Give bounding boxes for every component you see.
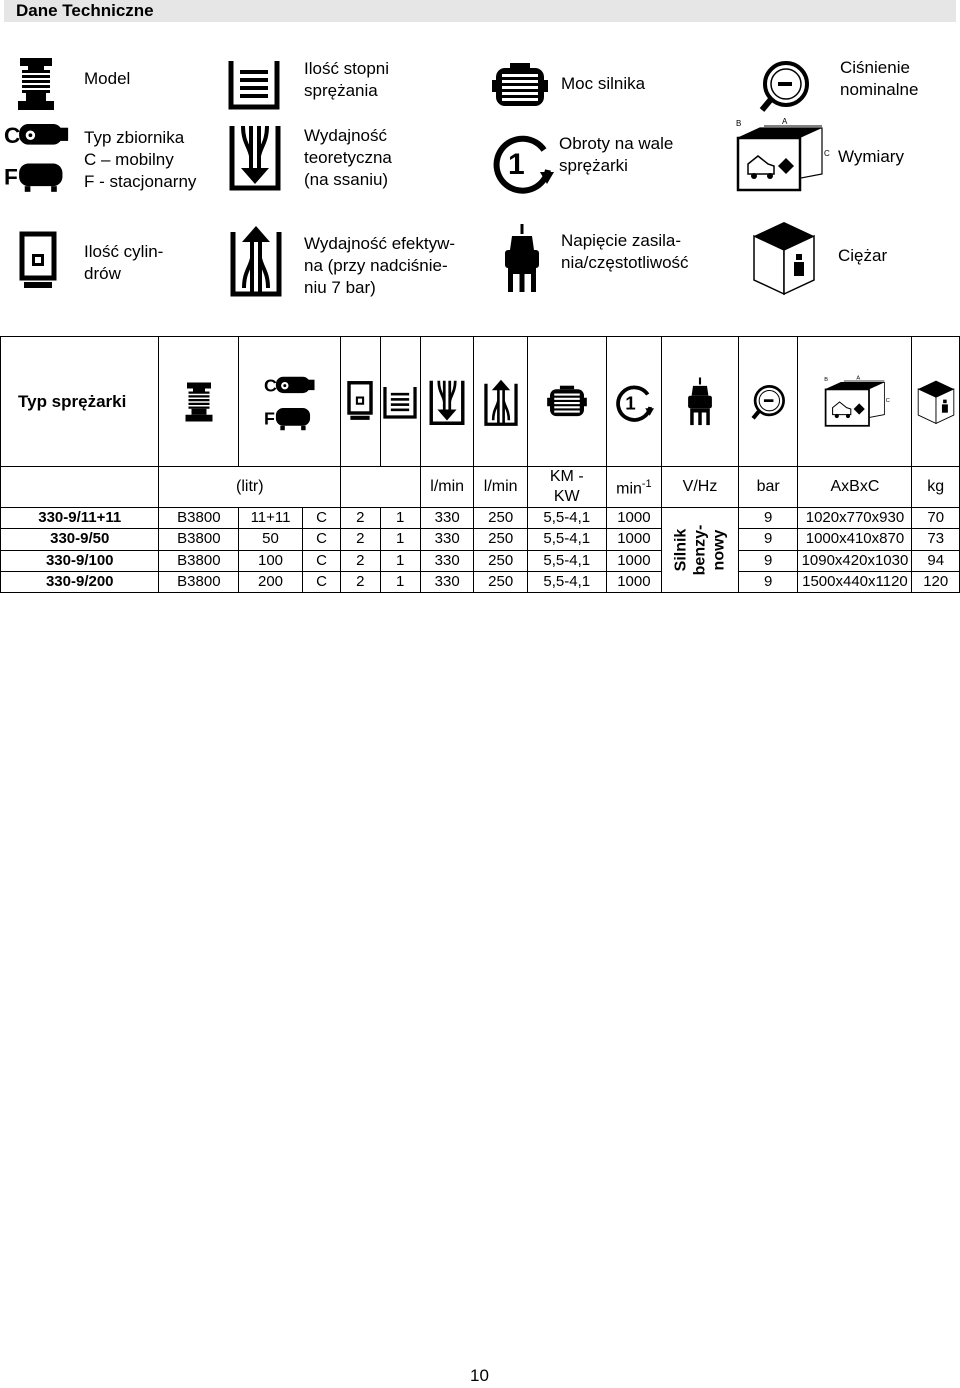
- tank-type-icon: [4, 118, 70, 194]
- cell-power: 5,5-4,1: [527, 508, 606, 529]
- motor-icon: [492, 62, 548, 110]
- effective-output-icon: [230, 222, 282, 298]
- cell-speed: 1000: [606, 571, 662, 592]
- unit-voltage: V/Hz: [662, 467, 739, 508]
- legend-effective-output-label: Wydajność efektyw- na (przy nadciśnie- niu 7 bar): [304, 234, 456, 297]
- cell-cylinders: 1: [380, 550, 420, 571]
- cell-output-effective: 250: [474, 550, 528, 571]
- cell-speed: 1000: [606, 529, 662, 550]
- unit-pressure: bar: [738, 467, 798, 508]
- th-motor-icon-cell: [527, 337, 606, 467]
- unit-power-bottom: KW: [553, 488, 580, 505]
- power-plug-icon: [686, 377, 714, 427]
- theoretical-output-icon: [229, 122, 281, 192]
- cell-cylinders: 1: [380, 529, 420, 550]
- type-header: Typ sprężarki: [1, 337, 159, 467]
- table-units-row: [1, 467, 960, 508]
- th-tank-icon-cell: [239, 337, 341, 467]
- table-icon-row: [1, 337, 960, 467]
- th-theoretical-output-icon-cell: [420, 337, 474, 467]
- cell-weight: 120: [912, 571, 960, 592]
- cell-dimensions: 1000x410x870: [798, 529, 912, 550]
- model-icon: [184, 381, 214, 423]
- table-row: [1, 550, 960, 571]
- cylinders-icon: [346, 380, 374, 424]
- legend-cylinders-label: Ilość cylin- drów: [84, 242, 164, 283]
- cell-pressure: 9: [738, 529, 798, 550]
- cell-engine-note: [662, 508, 739, 593]
- cell-cylinders: 1: [380, 508, 420, 529]
- legend-nominal-pressure-label: Ciśnienie nominalne: [840, 58, 919, 99]
- cell-output-theoretical: 330: [420, 571, 474, 592]
- cell-dimensions: 1500x440x1120: [798, 571, 912, 592]
- cell-model: 330-9/100: [1, 550, 159, 571]
- unit-speed-sup: -1: [641, 478, 652, 491]
- cell-stages: 2: [341, 571, 380, 592]
- cylinders-icon: [18, 230, 58, 294]
- cell-tank: 100: [239, 550, 303, 571]
- spec-table: [0, 336, 960, 593]
- unit-speed: [606, 467, 662, 508]
- th-effective-output-icon-cell: [474, 337, 528, 467]
- unit-speed-base: min: [616, 480, 642, 498]
- legend-voltage-label: Napięcie zasila- nia/częstotliwość: [561, 231, 689, 272]
- cell-power: 5,5-4,1: [527, 550, 606, 571]
- page-title: Dane Techniczne: [4, 0, 956, 22]
- legend-tank-type-label: Typ zbiornika C – mobilny F - stacjonarny: [84, 128, 197, 191]
- tank-type-icon: [264, 372, 316, 432]
- th-pressure-icon-cell: [738, 337, 798, 467]
- cell-pressure: 9: [738, 571, 798, 592]
- unit-weight: kg: [912, 467, 960, 508]
- cell-type: C: [302, 571, 340, 592]
- dimensions-icon: [820, 374, 890, 430]
- cell-tank: 11+11: [239, 508, 303, 529]
- legend-motor-power-label: Moc silnika: [561, 74, 646, 93]
- dimensions-icon: [730, 116, 830, 196]
- unit-output-effective: l/min: [474, 467, 528, 508]
- cell-engine: B3800: [159, 508, 239, 529]
- th-cylinders-icon-cell: [341, 337, 380, 467]
- th-dimensions-icon-cell: [798, 337, 912, 467]
- cell-type: C: [302, 550, 340, 571]
- engine-note-text: Silnik benzy- nowy: [672, 524, 728, 576]
- cell-pressure: 9: [738, 550, 798, 571]
- th-rpm-icon-cell: [606, 337, 662, 467]
- unit-power-top: KM -: [549, 468, 584, 485]
- cell-dimensions: 1090x420x1030: [798, 550, 912, 571]
- legend-model-label: Model: [84, 69, 131, 88]
- cell-cylinders: 1: [380, 571, 420, 592]
- cell-type: C: [302, 508, 340, 529]
- cell-stages: 2: [341, 550, 380, 571]
- unit-tank: (litr): [159, 467, 341, 508]
- pressure-gauge-icon: [749, 383, 787, 421]
- shaft-rotation-icon: [490, 130, 554, 194]
- th-weight-icon-cell: [912, 337, 960, 467]
- compression-stages-icon: [228, 58, 280, 110]
- th-voltage-icon-cell: [662, 337, 739, 467]
- motor-icon: [547, 385, 587, 419]
- cell-output-effective: 250: [474, 571, 528, 592]
- cell-weight: 94: [912, 550, 960, 571]
- power-plug-icon: [502, 224, 542, 294]
- shaft-rotation-icon: [614, 382, 654, 422]
- page-number: 10: [470, 1366, 489, 1385]
- cell-type: C: [302, 529, 340, 550]
- cell-speed: 1000: [606, 550, 662, 571]
- legend-stages-label: Ilość stopni sprężania: [304, 59, 390, 100]
- cell-stages: 2: [341, 508, 380, 529]
- cell-engine: B3800: [159, 550, 239, 571]
- unit-empty: [1, 467, 159, 508]
- cell-output-theoretical: 330: [420, 550, 474, 571]
- compression-stages-icon: [383, 385, 417, 419]
- cell-weight: 73: [912, 529, 960, 550]
- table-row: [1, 508, 960, 529]
- cell-pressure: 9: [738, 508, 798, 529]
- cell-power: 5,5-4,1: [527, 571, 606, 592]
- theoretical-output-icon: [429, 378, 465, 426]
- legend-weight-label: Ciężar: [838, 246, 888, 265]
- cell-dimensions: 1020x770x930: [798, 508, 912, 529]
- cell-output-effective: 250: [474, 508, 528, 529]
- table-row: [1, 571, 960, 592]
- legend-dimensions-label: Wymiary: [838, 147, 904, 166]
- unit-empty: [341, 467, 421, 508]
- cell-stages: 2: [341, 529, 380, 550]
- cell-model: 330-9/200: [1, 571, 159, 592]
- unit-dimensions: AxBxC: [798, 467, 912, 508]
- cell-weight: 70: [912, 508, 960, 529]
- cell-tank: 200: [239, 571, 303, 592]
- cell-engine: B3800: [159, 571, 239, 592]
- cell-tank: 50: [239, 529, 303, 550]
- cell-output-effective: 250: [474, 529, 528, 550]
- cell-power: 5,5-4,1: [527, 529, 606, 550]
- cell-output-theoretical: 330: [420, 508, 474, 529]
- legend-theoretical-output-label: Wydajność teoretyczna (na ssaniu): [304, 126, 392, 189]
- legend-shaft-speed-label: Obroty na wale sprężarki: [559, 134, 674, 175]
- weight-icon: [752, 220, 816, 296]
- weight-icon: [917, 379, 955, 425]
- model-icon: [16, 56, 56, 112]
- cell-engine: B3800: [159, 529, 239, 550]
- cell-speed: 1000: [606, 508, 662, 529]
- cell-model: 330-9/50: [1, 529, 159, 550]
- cell-output-theoretical: 330: [420, 529, 474, 550]
- pressure-gauge-icon: [756, 58, 812, 114]
- effective-output-icon: [484, 377, 518, 427]
- th-model-icon-cell: [159, 337, 239, 467]
- unit-power: [527, 467, 606, 508]
- unit-output-theoretical: l/min: [420, 467, 474, 508]
- cell-model: 330-9/11+11: [1, 508, 159, 529]
- table-row: [1, 529, 960, 550]
- th-stages-icon-cell: [380, 337, 420, 467]
